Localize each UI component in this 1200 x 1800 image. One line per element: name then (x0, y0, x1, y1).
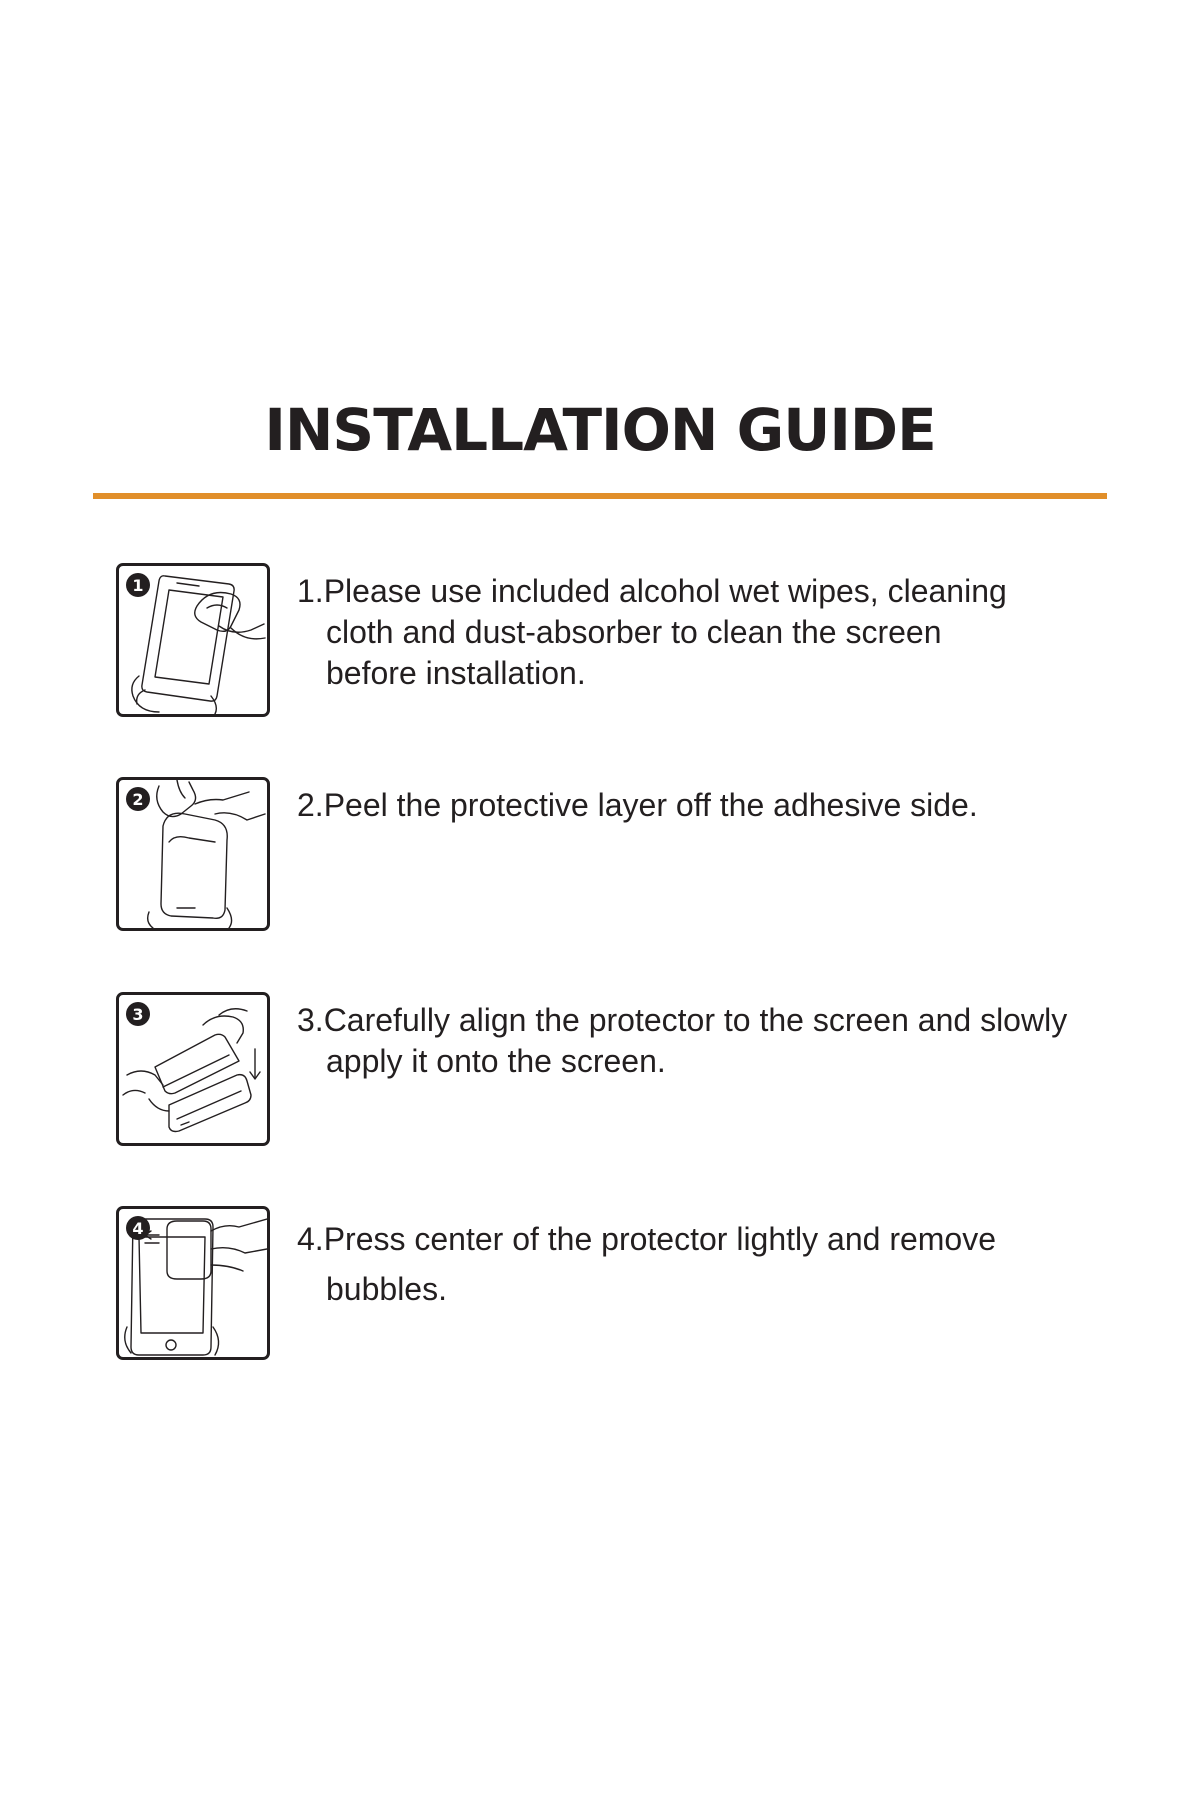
step-4-badge: 4 (132, 1219, 144, 1238)
step-2-badge: 2 (132, 790, 144, 809)
step-4-line-1: Press center of the protector lightly and remove (323, 1221, 997, 1257)
step-4-text (297, 1214, 1097, 1314)
step-2-text (297, 785, 1097, 826)
step-1 (0, 563, 1200, 723)
align-protector-illustration (116, 992, 270, 1146)
step-1-line-3: before installation. (326, 655, 586, 691)
step-1-line-1: Please use included alcohol wet wipes, cleaning (323, 573, 1007, 609)
peel-layer-icon (119, 780, 267, 928)
step-4-number: 4. (297, 1221, 324, 1257)
title-divider (93, 493, 1107, 499)
step-3-line-2: apply it onto the screen. (326, 1043, 666, 1079)
step-3-text (297, 1000, 1097, 1082)
peel-layer-illustration (116, 777, 270, 931)
step-1-line-2: cloth and dust-absorber to clean the screen (326, 614, 942, 650)
step-1-text (297, 571, 1097, 694)
page-title: INSTALLATION GUIDE (264, 396, 936, 464)
step-3-line-1: Carefully align the protector to the screen and slowly (323, 1002, 1068, 1038)
align-protector-icon (119, 995, 267, 1143)
step-2-line-1: Peel the protective layer off the adhesive side. (323, 787, 978, 823)
press-bubbles-illustration (116, 1206, 270, 1360)
step-4-line-2: bubbles. (326, 1271, 447, 1307)
step-2 (0, 777, 1200, 937)
press-bubbles-icon (119, 1209, 267, 1357)
wipe-screen-icon (119, 566, 267, 714)
step-3 (0, 992, 1200, 1152)
step-1-badge: 1 (132, 576, 144, 595)
step-3-badge: 3 (132, 1005, 144, 1024)
step-3-number: 3. (297, 1002, 324, 1038)
step-1-number: 1. (297, 573, 324, 609)
step-2-number: 2. (297, 787, 324, 823)
step-4 (0, 1206, 1200, 1366)
wipe-screen-illustration (116, 563, 270, 717)
